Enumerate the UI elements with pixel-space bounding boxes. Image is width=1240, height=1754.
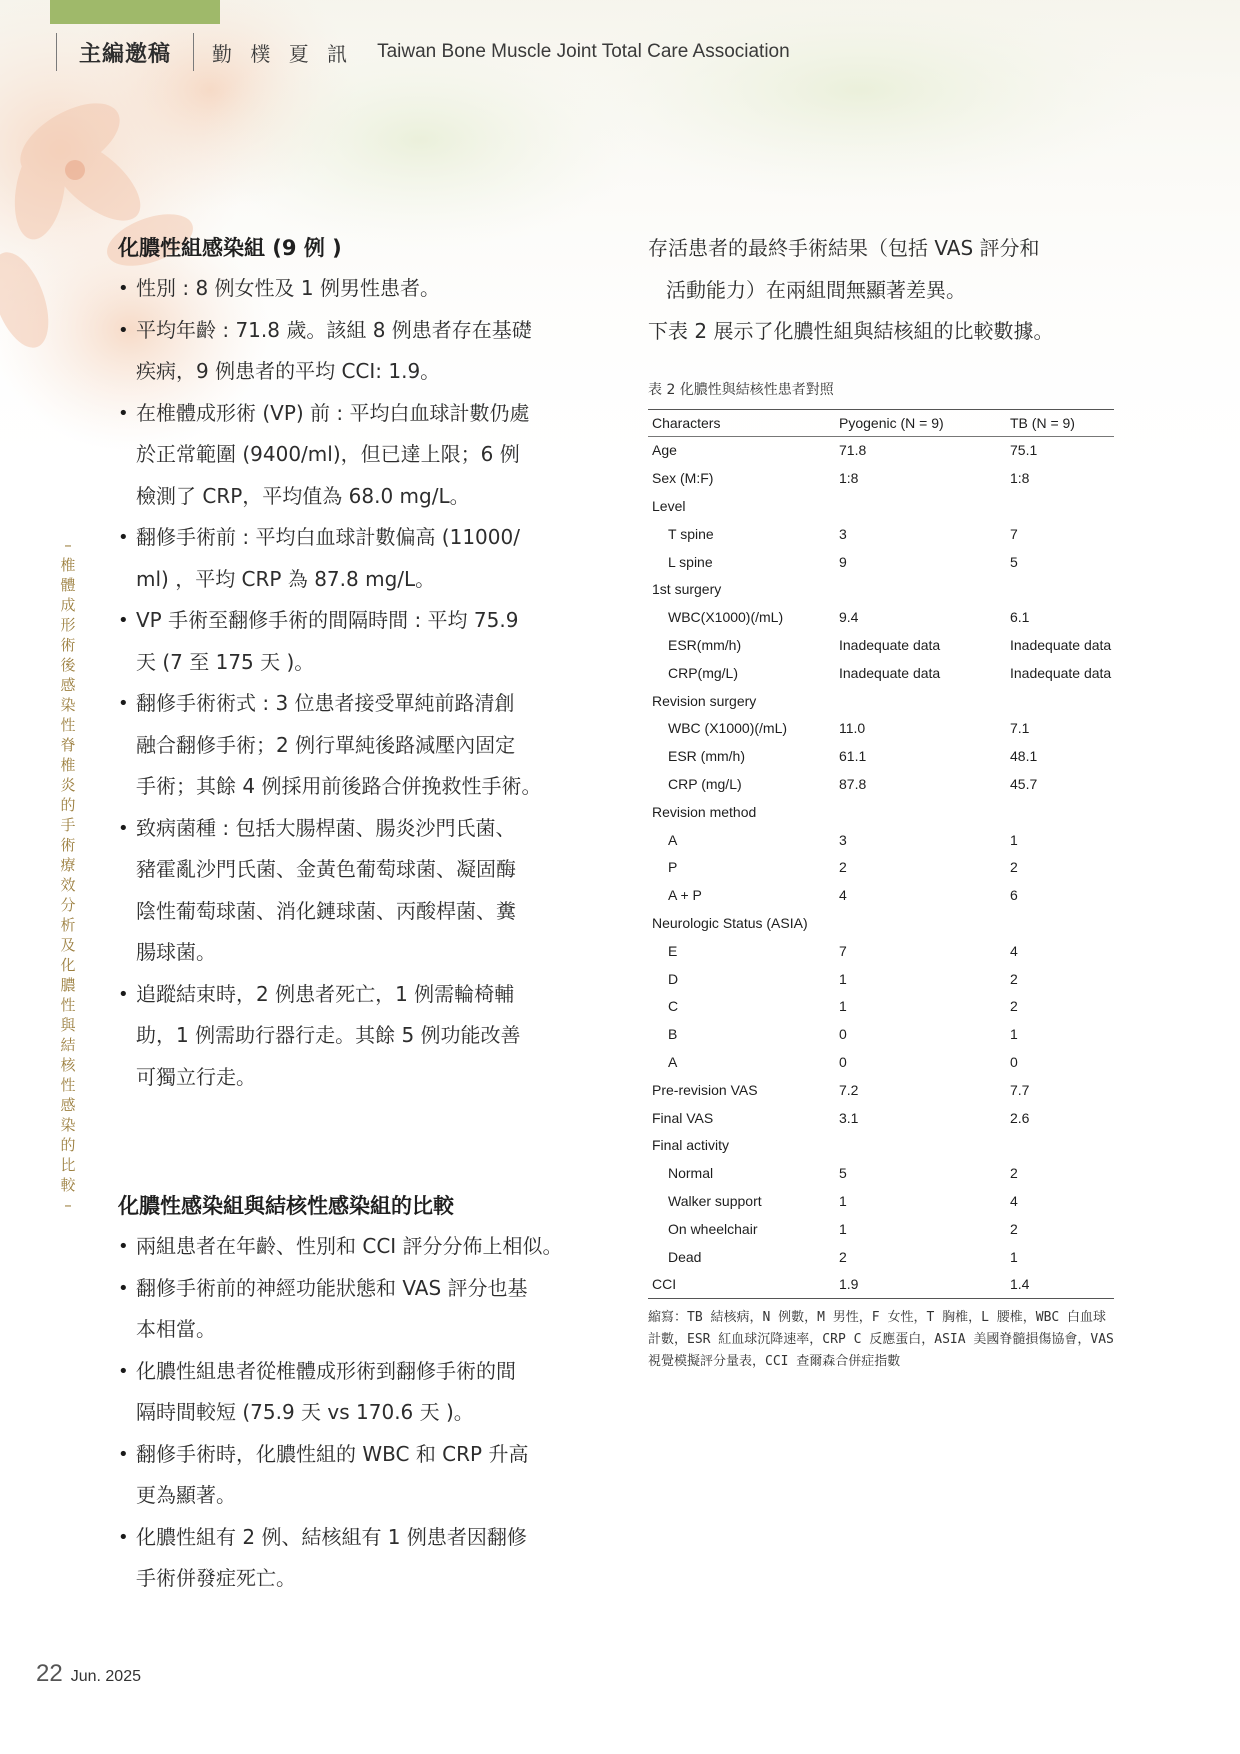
sidebar-title-char: 的 xyxy=(60,1136,76,1154)
sidebar-title-char: 體 xyxy=(60,576,76,594)
journal-name: 勤 樸 夏 訊 xyxy=(212,41,354,66)
sidebar-title-char: 析 xyxy=(60,916,76,934)
tb-cell: Inadequate data xyxy=(1010,636,1112,653)
sidebar-title-char: 結 xyxy=(60,1036,76,1054)
table-row xyxy=(648,1215,1114,1243)
table-row xyxy=(648,1020,1114,1048)
bullet-item xyxy=(118,808,598,974)
row-label-cell: Sex (M:F) xyxy=(652,470,714,487)
tb-cell xyxy=(1006,1131,1114,1159)
header-divider xyxy=(56,33,57,71)
bullet-line: • 性別 : 8 例女性及 1 例男性患者。 xyxy=(118,268,598,310)
bullet-item xyxy=(118,600,598,683)
row-label-cell: On wheelchair xyxy=(668,1220,758,1237)
bullet-line: 陰性葡萄球菌、消化鏈球菌、丙酸桿菌、糞 xyxy=(136,898,516,923)
table-row xyxy=(648,1159,1114,1187)
row-label-cell: Neurologic Status (ASIA) xyxy=(652,914,808,931)
pyogenic-cell: 4 xyxy=(839,887,847,904)
row-label-cell: 1st surgery xyxy=(652,581,722,598)
table-row xyxy=(648,492,1114,520)
header-divider xyxy=(193,33,194,71)
sidebar-title-char: 的 xyxy=(60,796,76,814)
bullet-line: 更為顯著。 xyxy=(136,1483,236,1507)
header-tab xyxy=(50,0,220,24)
sidebar-title-char: – xyxy=(64,536,72,554)
tb-cell: 1.4 xyxy=(1006,1270,1114,1298)
bullet-item xyxy=(118,1226,598,1268)
sidebar-title-char: 後 xyxy=(60,656,76,674)
pyogenic-cell xyxy=(835,1131,1006,1159)
sidebar-title-char: 感 xyxy=(60,676,76,694)
pyogenic-cell: Inadequate data xyxy=(839,664,941,681)
row-label-cell: A xyxy=(668,831,678,848)
bullet-line: 於正常範圍 (9400/ml)，但已達上限；6 例 xyxy=(136,442,520,466)
sidebar-title-char: 核 xyxy=(60,1056,76,1074)
bullet-line: • 在椎體成形術 (VP) 前 : 平均白血球計數仍處 xyxy=(118,393,598,435)
pyogenic-cell: 1.9 xyxy=(835,1270,1006,1298)
row-label-cell: D xyxy=(668,970,679,987)
paragraph: 下表 2 展示了化膿性組與結核組的比較數據。 xyxy=(648,319,1054,343)
table-row xyxy=(648,1187,1114,1215)
bullet-line: 天 (7 至 175 天 )。 xyxy=(136,649,315,674)
table-footnote: 縮寫：TB 結核病，N 例數，M 男性，F 女性，T 胸椎，L 腰椎，WBC 白血球計數，ESR 紅血球沉降速率，CRP C 反應蛋白，ASIA 美國脊髓損傷協會，VAS 視覺模擬評分量表，CCI 查爾森合併症指數 xyxy=(648,1310,1114,1370)
table-row xyxy=(648,742,1114,770)
bullet-item xyxy=(118,1351,598,1434)
pyogenic-cell: 1 xyxy=(839,1220,847,1237)
section-title: 化膿性組感染組 (9 例 ) xyxy=(118,236,342,260)
table-row xyxy=(648,714,1114,742)
table-row xyxy=(648,1243,1114,1271)
row-label-cell: Final VAS xyxy=(652,1109,714,1126)
table-row xyxy=(648,548,1114,576)
pyogenic-cell: 9 xyxy=(839,553,847,570)
bullet-line: 手術併發症死亡。 xyxy=(136,1566,296,1590)
row-label-cell: Normal xyxy=(668,1165,714,1182)
row-label-cell: Pre-revision VAS xyxy=(652,1081,758,1098)
pyogenic-cell: Inadequate data xyxy=(839,636,941,653)
paragraph: 活動能力）在兩組間無顯著差異。 xyxy=(666,277,966,302)
row-label-cell: Final activity xyxy=(652,1137,730,1154)
sidebar-title-char: 分 xyxy=(60,896,76,914)
bullet-line: ml) ，平均 CRP 為 87.8 mg/L。 xyxy=(136,566,436,591)
bullet-line: • 化膿性組患者從椎體成形術到翻修手術的間 xyxy=(118,1351,598,1393)
bullet-item xyxy=(118,1434,598,1517)
pyogenic-cell xyxy=(835,798,1006,826)
table-row xyxy=(648,798,1114,826)
row-label-cell: P xyxy=(668,859,678,876)
association-name: Taiwan Bone Muscle Joint Total Care Association xyxy=(377,41,790,62)
sidebar-title-char: 炎 xyxy=(60,776,76,794)
tb-cell xyxy=(1006,909,1114,937)
sidebar-title-char: 性 xyxy=(60,1076,76,1094)
table-row xyxy=(648,631,1114,659)
pyogenic-cell: 3 xyxy=(839,831,847,848)
row-label-cell: A xyxy=(668,1053,678,1070)
pyogenic-cell xyxy=(835,492,1006,520)
row-label-cell: L spine xyxy=(668,553,713,570)
bullet-line: 助，1 例需助行器行走。其餘 5 例功能改善 xyxy=(136,1023,521,1047)
bullet-line: 腸球菌。 xyxy=(136,940,216,964)
pyogenic-cell: 5 xyxy=(839,1165,847,1182)
column-header: TB (N = 9) xyxy=(1006,409,1114,436)
pyogenic-cell: 3 xyxy=(839,525,847,542)
bullet-item xyxy=(118,1268,598,1351)
pyogenic-cell xyxy=(835,575,1006,603)
table-row xyxy=(648,1104,1114,1132)
page-number: 22 xyxy=(36,1660,63,1687)
pyogenic-cell: 1 xyxy=(839,998,847,1015)
bullet-line: • 翻修手術前的神經功能狀態和 VAS 評分也基 xyxy=(118,1268,598,1310)
pyogenic-cell: 7.2 xyxy=(839,1081,859,1098)
table-row xyxy=(648,965,1114,993)
pyogenic-cell: 11.0 xyxy=(839,720,866,737)
tb-cell: 7.1 xyxy=(1010,720,1030,737)
tb-cell: 4 xyxy=(1010,1192,1018,1209)
table-row xyxy=(648,520,1114,548)
tb-cell: 2.6 xyxy=(1010,1109,1030,1126)
tb-cell xyxy=(1006,575,1114,603)
pyogenic-cell: 1:8 xyxy=(839,470,859,487)
sidebar-title-char: 成 xyxy=(60,596,76,614)
sidebar-title-char: 膿 xyxy=(60,976,76,994)
table-row xyxy=(648,881,1114,909)
tb-cell: 7 xyxy=(1010,525,1018,542)
table-row xyxy=(648,1131,1114,1159)
sidebar-title-char: 與 xyxy=(60,1016,76,1034)
row-label-cell: A + P xyxy=(668,887,702,904)
bullet-line: • 翻修手術時，化膿性組的 WBC 和 CRP 升高 xyxy=(118,1434,598,1476)
bullet-line: 本相當。 xyxy=(136,1317,216,1341)
bullet-line: 隔時間較短 (75.9 天 vs 170.6 天 )。 xyxy=(136,1400,474,1424)
row-label-cell: WBC (X1000)(/mL) xyxy=(668,720,788,737)
bullet-line: 手術；其餘 4 例採用前後路合併挽救性手術。 xyxy=(136,774,542,798)
row-label-cell: Level xyxy=(652,497,686,514)
bullet-line: • VP 手術至翻修手術的間隔時間 : 平均 75.9 xyxy=(118,600,598,642)
bullet-line: 疾病，9 例患者的平均 CCI: 1.9。 xyxy=(136,359,441,383)
bullet-list xyxy=(118,1226,598,1600)
row-label-cell: CCI xyxy=(648,1270,835,1298)
column-header: Pyogenic (N = 9) xyxy=(835,409,1006,436)
comparison-table xyxy=(648,409,1114,1300)
sidebar-title-char: 及 xyxy=(60,936,76,954)
table-row xyxy=(648,826,1114,854)
pyogenic-cell: 1 xyxy=(839,970,847,987)
row-label-cell: C xyxy=(668,998,679,1015)
row-label-cell: Revision surgery xyxy=(652,692,757,709)
tb-cell: 45.7 xyxy=(1010,775,1038,792)
row-label-cell: ESR(mm/h) xyxy=(668,636,742,653)
bullet-item xyxy=(118,517,598,600)
tb-cell: 1 xyxy=(1010,1026,1018,1043)
sidebar-title-char: – xyxy=(64,1196,72,1214)
pyogenic-cell: 2 xyxy=(839,859,847,876)
sidebar-title-char: 性 xyxy=(60,996,76,1014)
sidebar-title-char: 感 xyxy=(60,1096,76,1114)
tb-cell xyxy=(1006,798,1114,826)
tb-cell: 2 xyxy=(1010,998,1018,1015)
row-label-cell: WBC(X1000)(/mL) xyxy=(668,609,784,626)
tb-cell xyxy=(1006,492,1114,520)
pyogenic-cell: 87.8 xyxy=(839,775,867,792)
pyogenic-cell: 2 xyxy=(839,1248,847,1265)
table-row xyxy=(648,603,1114,631)
bullet-line: 檢測了 CRP，平均值為 68.0 mg/L。 xyxy=(136,483,470,508)
tb-cell: 2 xyxy=(1010,1220,1018,1237)
section-title: 化膿性感染組與結核性感染組的比較 xyxy=(118,1194,454,1218)
tb-cell: 2 xyxy=(1010,970,1018,987)
row-label-cell: CRP(mg/L) xyxy=(668,664,739,681)
row-label-cell: E xyxy=(668,942,678,959)
bullet-line: • 致病菌種 : 包括大腸桿菌、腸炎沙門氏菌、 xyxy=(118,808,598,850)
table-row xyxy=(648,937,1114,965)
tb-cell: 75.1 xyxy=(1010,442,1038,459)
tb-cell: 1 xyxy=(1010,831,1018,848)
sidebar-title-char: 椎 xyxy=(60,556,76,574)
sidebar-title-char: 椎 xyxy=(60,756,76,774)
table-row xyxy=(648,464,1114,492)
bullet-line: 豬霍亂沙門氏菌、金黃色葡萄球菌、凝固酶 xyxy=(136,857,516,881)
pyogenic-cell: 0 xyxy=(839,1053,847,1070)
tb-cell: 4 xyxy=(1010,942,1018,959)
sidebar-title-char: 手 xyxy=(60,816,76,834)
pyogenic-cell: 0 xyxy=(839,1026,847,1043)
comparison-section xyxy=(118,1186,598,1600)
tb-cell: 0 xyxy=(1010,1053,1018,1070)
table-header-row xyxy=(648,409,1114,436)
bullet-line: • 平均年齡 : 71.8 歲。該組 8 例患者存在基礎 xyxy=(118,310,598,352)
tb-cell: 2 xyxy=(1010,859,1018,876)
table-caption: 表 2 化膿性與結核性患者對照 xyxy=(648,381,834,398)
row-label-cell: Walker support xyxy=(668,1192,762,1209)
sidebar-title-char: 化 xyxy=(60,956,76,974)
sidebar-title-char: 術 xyxy=(60,836,76,854)
sidebar-title-char: 染 xyxy=(60,696,76,714)
tb-cell: 2 xyxy=(1010,1165,1018,1182)
bullet-item xyxy=(118,268,598,310)
pyogenic-cell: 7 xyxy=(839,942,847,959)
sidebar-title-char: 性 xyxy=(60,716,76,734)
sidebar-title-char: 形 xyxy=(60,616,76,634)
page-footer xyxy=(36,1660,141,1688)
bullet-line: • 化膿性組有 2 例、結核組有 1 例患者因翻修 xyxy=(118,1517,598,1559)
bullet-item xyxy=(118,393,598,518)
table-row xyxy=(648,770,1114,798)
tb-cell: 6.1 xyxy=(1010,609,1030,626)
table-row xyxy=(648,992,1114,1020)
left-column xyxy=(118,228,598,1098)
bullet-item xyxy=(118,683,598,808)
pyogenic-cell xyxy=(835,909,1006,937)
pyogenic-cell xyxy=(835,687,1006,715)
table-row xyxy=(648,436,1114,464)
sidebar-title-char: 效 xyxy=(60,876,76,894)
pyogenic-cell: 71.8 xyxy=(839,442,867,459)
bullet-item xyxy=(118,974,598,1099)
sidebar-title-char: 染 xyxy=(60,1116,76,1134)
table-row xyxy=(648,909,1114,937)
sidebar-title-char: 比 xyxy=(60,1156,76,1174)
row-label-cell: B xyxy=(668,1026,678,1043)
tb-cell xyxy=(1006,687,1114,715)
page-header xyxy=(56,30,790,74)
row-label-cell: Dead xyxy=(668,1248,702,1265)
table-row xyxy=(648,687,1114,715)
sidebar-title-char: 療 xyxy=(60,856,76,874)
bullet-line: • 翻修手術前 : 平均白血球計數偏高 (11000/ xyxy=(118,517,598,559)
bullet-item xyxy=(118,310,598,393)
row-label-cell: Revision method xyxy=(652,803,757,820)
issue-date: Jun. 2025 xyxy=(70,1668,141,1685)
table-row xyxy=(648,1048,1114,1076)
row-label-cell: Age xyxy=(652,442,677,459)
pyogenic-cell: 61.1 xyxy=(839,748,867,765)
tb-cell: 1 xyxy=(1010,1248,1018,1265)
sidebar-article-title xyxy=(56,535,80,1215)
bullet-line: • 翻修手術術式 : 3 位患者接受單純前路清創 xyxy=(118,683,598,725)
table-row xyxy=(648,575,1114,603)
sidebar-title-char: 術 xyxy=(60,636,76,654)
tb-cell: Inadequate data xyxy=(1010,664,1112,681)
column-header: Characters xyxy=(648,409,835,436)
bullet-line: 融合翻修手術；2 例行單純後路減壓內固定 xyxy=(136,732,516,757)
bullet-line: • 兩組患者在年齡、性別和 CCI 評分分佈上相似。 xyxy=(118,1226,598,1268)
table-row xyxy=(648,659,1114,687)
paragraph: 存活患者的最終手術結果（包括 VAS 評分和 xyxy=(648,236,1040,260)
table-row xyxy=(648,1076,1114,1104)
tb-cell: 7.7 xyxy=(1010,1081,1030,1098)
pyogenic-cell: 1 xyxy=(839,1192,847,1209)
tb-cell: 5 xyxy=(1010,553,1018,570)
tb-cell: 6 xyxy=(1010,887,1018,904)
pyogenic-cell: 3.1 xyxy=(839,1109,859,1126)
pyogenic-cell: 9.4 xyxy=(839,609,859,626)
row-label-cell: T spine xyxy=(668,525,714,542)
tb-cell: 48.1 xyxy=(1010,748,1038,765)
bullet-line: 可獨立行走。 xyxy=(136,1064,256,1089)
tb-cell: 1:8 xyxy=(1010,470,1030,487)
table-row xyxy=(648,853,1114,881)
sidebar-title-char: 脊 xyxy=(60,736,76,754)
sidebar-title-char: 較 xyxy=(60,1176,76,1194)
table-row xyxy=(648,1270,1114,1298)
bullet-line: • 追蹤結束時，2 例患者死亡，1 例需輪椅輔 xyxy=(118,974,598,1016)
row-label-cell: CRP (mg/L) xyxy=(668,775,742,792)
section-label: 主編邀稿 xyxy=(79,41,172,67)
row-label-cell: ESR (mm/h) xyxy=(668,748,745,765)
bullet-item xyxy=(118,1517,598,1600)
right-column xyxy=(648,228,1118,1373)
bullet-list xyxy=(118,268,598,1098)
